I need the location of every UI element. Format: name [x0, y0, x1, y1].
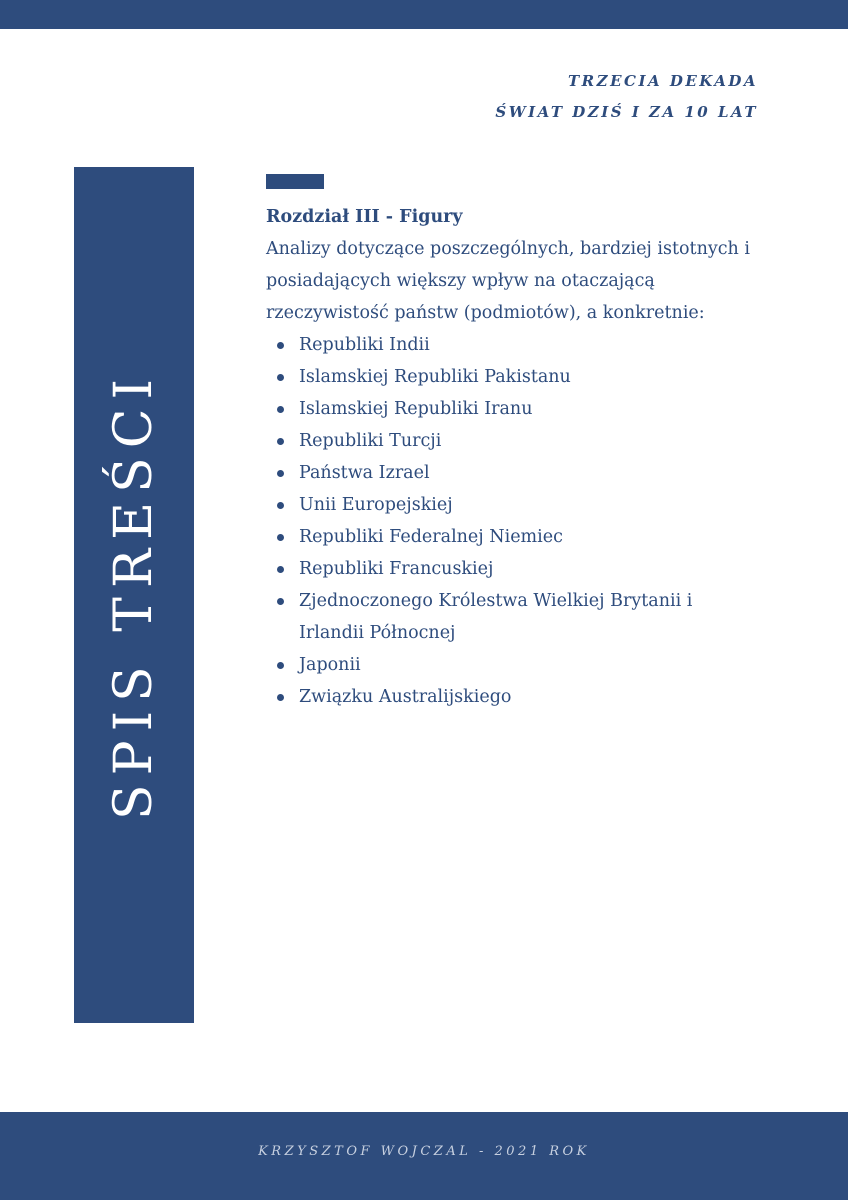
list-item: Republiki Indii — [299, 329, 756, 361]
list-item: Unii Europejskiej — [299, 489, 756, 521]
list-item: Państwa Izrael — [299, 457, 756, 489]
side-title: SPIS TREŚCI — [104, 369, 164, 821]
list-item: Republiki Turcji — [299, 425, 756, 457]
list-item: Republiki Francuskiej — [299, 553, 756, 585]
header-block — [495, 66, 758, 128]
header-line-1: TRZECIA DEKADA — [568, 72, 758, 90]
chapter-title: Rozdział III - Figury — [266, 207, 463, 227]
side-panel — [74, 167, 194, 1023]
chapter-content — [266, 201, 756, 713]
list-item: Związku Australijskiego — [299, 681, 756, 713]
list-item: Republiki Federalnej Niemiec — [299, 521, 756, 553]
footer-text: KRZYSZTOF WOJCZAL - 2021 ROK — [258, 1144, 590, 1159]
top-bar — [0, 0, 848, 29]
country-list — [266, 329, 756, 713]
list-item: Japonii — [299, 649, 756, 681]
accent-bar — [266, 174, 324, 189]
list-item: Zjednoczonego Królestwa Wielkiej Brytanii i Irlandii Północnej — [299, 585, 756, 649]
list-item: Islamskiej Republiki Iranu — [299, 393, 756, 425]
list-item: Islamskiej Republiki Pakistanu — [299, 361, 756, 393]
header-line-2: ŚWIAT DZIŚ I ZA 10 LAT — [495, 103, 758, 121]
chapter-description: Analizy dotyczące poszczególnych, bardziej istotnych i posiadających większy wpływ na otaczającą rzeczywistość państw (podmiotów), a konkretnie: — [266, 239, 750, 323]
